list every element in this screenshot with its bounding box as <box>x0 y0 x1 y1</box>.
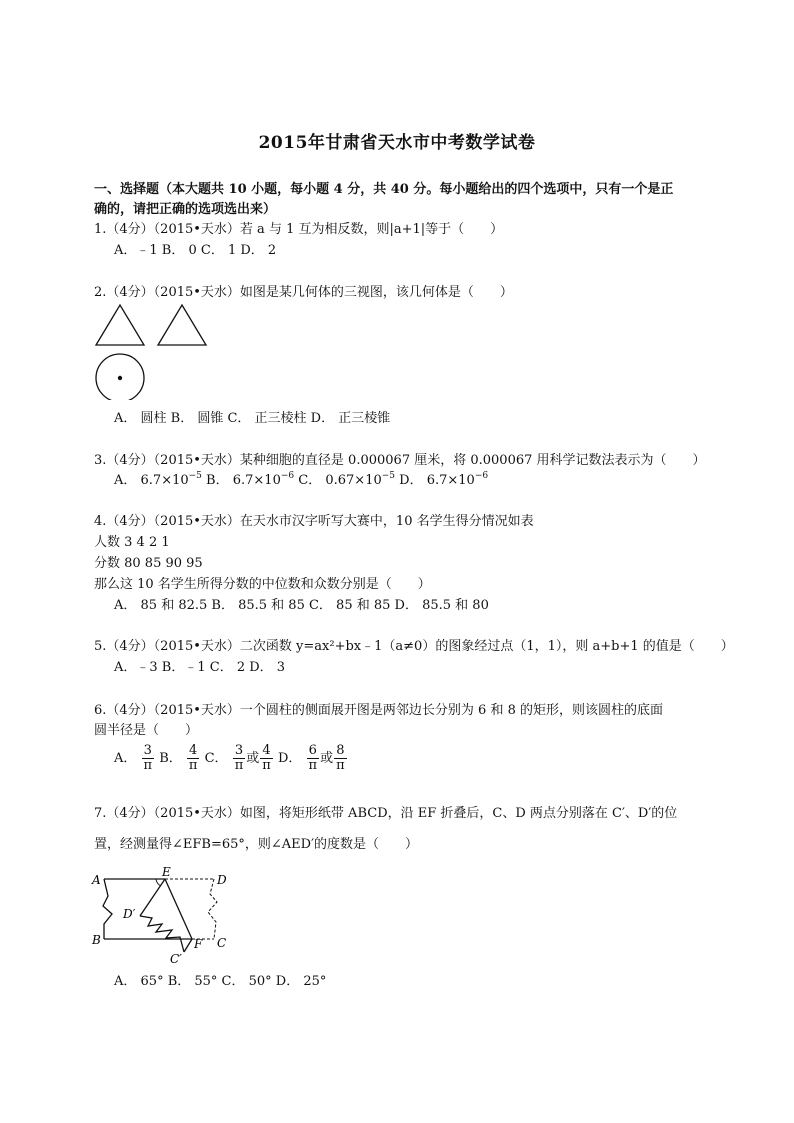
q7-stem-line1: 7.（4分）（2015•天水）如图，将矩形纸带 ABCD，沿 EF 折叠后，C、D 两点分别落在 C′、D′的位 <box>94 806 678 821</box>
top-view-center-dot <box>118 376 122 380</box>
label-d-prime: D′ <box>123 907 136 921</box>
q5-stem: 5.（4分）（2015•天水）二次函数 y=ax²+bx﹣1（a≠0）的图象经过点（1，1），则 a+b+1 的值是（ ） <box>94 639 734 654</box>
page-title: 2015年甘肃省天水市中考数学试卷 <box>258 133 536 153</box>
frac-numerator: 4 <box>260 744 273 759</box>
label-e: E <box>162 866 171 879</box>
q3-option-d-exp: −6 <box>474 471 489 481</box>
q2-options: A． 圆柱 B． 圆锥 C． 正三棱柱 D． 正三棱锥 <box>114 411 391 426</box>
frac-denominator: π <box>188 758 198 773</box>
q3-option-c-exp: −5 <box>381 471 396 481</box>
q3-options <box>114 472 488 490</box>
label-a: A <box>92 873 101 887</box>
q5-options: A．﹣3 B．﹣1 C． 2 D． 3 <box>114 660 286 675</box>
q6-option-c-label: C． <box>204 751 228 766</box>
label-d: D <box>217 873 227 887</box>
q1-stem: 1.（4分）（2015•天水）若 a 与 1 互为相反数，则|a+1|等于（ ） <box>94 222 504 237</box>
q6-stem-line1: 6.（4分）（2015•天水）一个圆柱的侧面展开图是两邻边长分别为 6 和 8 的矩形，则该圆柱的底面 <box>94 703 663 718</box>
q3-option-a: A． 6.7×10 <box>114 473 189 488</box>
q3-stem: 3.（4分）（2015•天水）某种细胞的直径是 0.000067 厘米，将 0.000067 用科学记数法表示为（ ） <box>94 453 706 468</box>
q2-three-view-figure <box>92 300 212 400</box>
q7-options: A． 65° B． 55° C． 50° D． 25° <box>114 974 327 989</box>
q6-option-d-fraction-1 <box>307 744 320 773</box>
label-c: C <box>217 936 227 950</box>
q6-option-c-or: 或 <box>246 751 260 766</box>
q6-option-c-fraction-2 <box>260 744 273 773</box>
frac-denominator: π <box>262 758 271 773</box>
frac-numerator: 6 <box>307 744 320 759</box>
front-view-triangle <box>96 305 144 345</box>
side-view-triangle <box>158 305 206 345</box>
frac-denominator: π <box>336 758 345 773</box>
q6-stem-line2: 圆半径是（ ） <box>94 723 199 738</box>
q4-options: A． 85 和 82.5 B． 85.5 和 85 C． 85 和 85 D． 85.5 和 80 <box>114 598 489 613</box>
q6-options <box>114 744 348 774</box>
label-c-prime: C′ <box>170 952 182 966</box>
label-b: B <box>92 933 101 947</box>
q6-option-b-fraction <box>187 744 200 773</box>
frac-denominator: π <box>143 758 153 773</box>
q6-option-a-label: A． <box>114 751 137 766</box>
edge-ed-prime <box>140 879 165 916</box>
edge-dprime-cprime-torn <box>140 916 184 952</box>
frac-numerator: 4 <box>187 744 200 759</box>
q3-option-d: D． 6.7×10 <box>395 473 475 488</box>
q7-stem-line2: 置，经测量得∠EFB=65°，则∠AED′的度数是（ ） <box>94 837 419 852</box>
q1-options: A．﹣1 B． 0 C． 1 D． 2 <box>114 243 277 258</box>
q6-option-c-fraction-1 <box>233 744 246 773</box>
q4-question: 那么这 10 名学生所得分数的中位数和众数分别是（ ） <box>94 577 431 592</box>
q6-option-d-fraction-2 <box>334 744 347 773</box>
q2-stem: 2.（4分）（2015•天水）如图是某几何体的三视图，该几何体是（ ） <box>94 285 513 300</box>
q7-folded-rectangle-figure <box>90 866 240 966</box>
edge-dc-dashed <box>208 879 217 939</box>
q4-stem: 4.（4分）（2015•天水）在天水市汉字听写大赛中，10 名学生得分情况如表 <box>94 514 534 529</box>
frac-numerator: 8 <box>334 744 347 759</box>
frac-denominator: π <box>234 758 244 773</box>
frac-denominator: π <box>308 758 318 773</box>
q3-option-b: B． 6.7×10 <box>201 473 281 488</box>
edge-ab-torn <box>103 879 112 939</box>
q3-option-a-exp: −5 <box>188 471 202 481</box>
frac-numerator: 3 <box>233 744 246 759</box>
section-heading-line2: 确的，请把正确的选项选出来） <box>94 202 277 217</box>
q6-option-d-or: 或 <box>320 751 334 766</box>
frac-numerator: 3 <box>142 744 155 759</box>
q3-option-b-exp: −6 <box>280 471 295 481</box>
q6-option-b-label: B． <box>159 751 182 766</box>
q6-option-d-label: D． <box>277 751 302 766</box>
label-f: F <box>194 937 203 951</box>
edge-cprime-f <box>184 939 192 952</box>
q6-option-a-fraction <box>142 744 155 773</box>
q3-option-c: C． 0.67×10 <box>294 473 382 488</box>
q4-table-row-score: 分数 80 85 90 95 <box>94 556 203 571</box>
section-heading-line1: 一、选择题（本大题共 10 小题，每小题 4 分，共 40 分。每小题给出的四个选项中，只有一个是正 <box>94 182 674 197</box>
q4-table-row-count: 人数 3 4 2 1 <box>94 535 170 550</box>
